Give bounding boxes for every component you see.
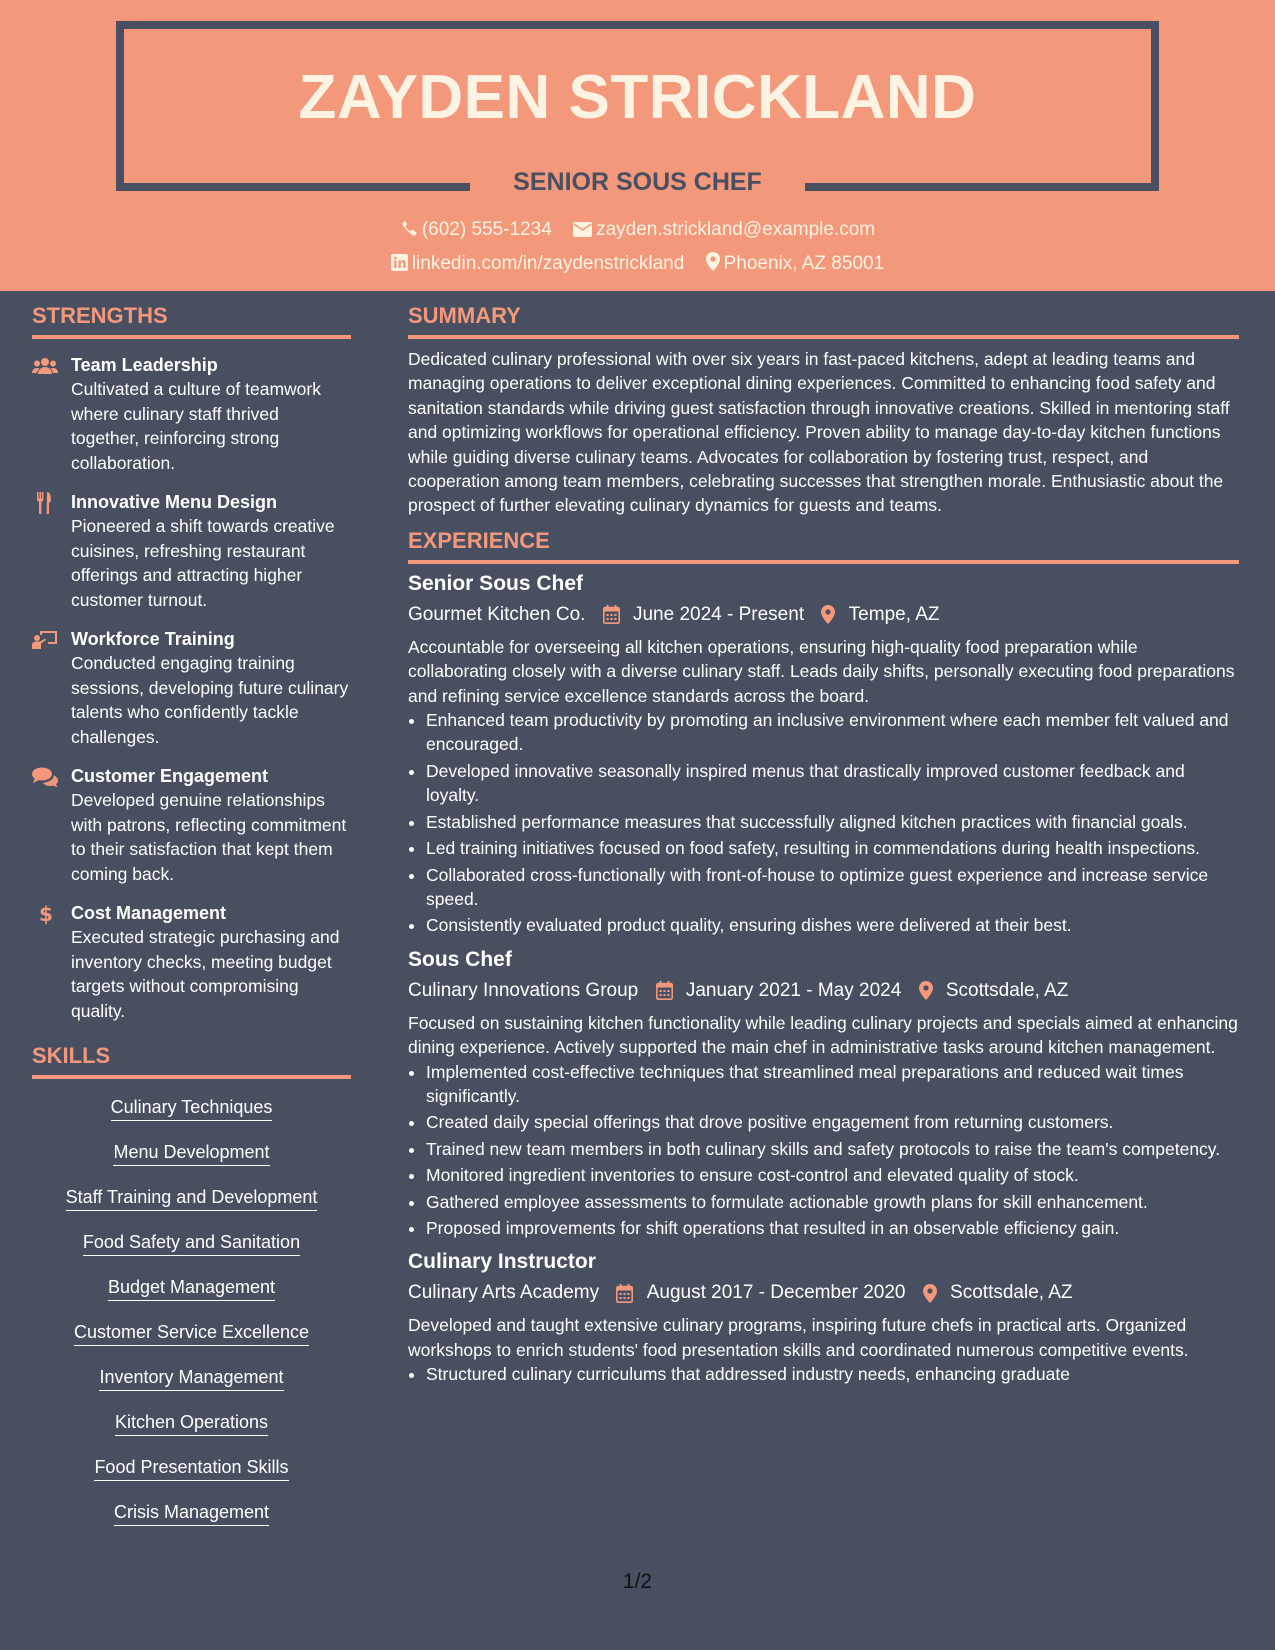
bullet-item: • Collaborated cross-functionally with front-of-house to optimize guest experience and increase service speed.	[426, 863, 1239, 912]
job-title: Senior Sous Chef	[408, 571, 584, 595]
envelope-icon	[573, 222, 592, 237]
strength-item	[32, 901, 351, 1023]
linkedin-icon	[391, 254, 408, 271]
job-entry	[408, 570, 1239, 938]
strength-title: Innovative Menu Design	[71, 492, 278, 512]
bullet-item: • Monitored ingredient inventories to ensure cost-control and elevated quality of stock.	[426, 1163, 1239, 1187]
strength-title: Customer Engagement	[71, 766, 269, 786]
job-dates: June 2024 - Present	[632, 603, 805, 625]
job-title: Culinary Instructor	[408, 1250, 596, 1274]
skills-list	[32, 1095, 351, 1545]
map-marker-icon	[923, 1284, 937, 1303]
contact-row-1	[0, 219, 1275, 241]
strength-title: Workforce Training	[71, 629, 235, 649]
calendar-icon	[656, 981, 673, 1000]
comments-icon	[32, 766, 58, 788]
job-dates: August 2017 - December 2020	[646, 1282, 906, 1304]
strength-desc: Conducted engaging training sessions, developing future culinary talents who confidently tackle challenges.	[71, 653, 349, 747]
bullet-item: • Developed innovative seasonally inspired menus that drastically improved customer feedback and loyalty.	[426, 759, 1239, 808]
location-contact	[706, 252, 885, 275]
bullet-item: • Enhanced team productivity by promoting an inclusive environment where each member felt valued and encouraged.	[426, 708, 1239, 757]
svg-text:$: $	[39, 903, 53, 925]
strength-item	[32, 627, 351, 749]
bullet-item: • Gathered employee assessments to formulate actionable growth plans for skill enhancement.	[426, 1190, 1239, 1214]
strength-desc: Developed genuine relationships with patrons, reflecting commitment to their satisfaction that kept them coming back.	[71, 790, 347, 884]
location-text: Phoenix, AZ 85001	[723, 253, 885, 274]
map-marker-icon	[821, 605, 835, 624]
phone-icon	[400, 219, 418, 237]
summary-heading: SUMMARY	[408, 303, 1239, 339]
job-description: Focused on sustaining kitchen functionality while leading culinary projects and specials aimed at enhancing dining experience. Actively supported the main chef in administrative tasks around kitchen management.	[408, 1012, 1238, 1058]
linkedin-contact[interactable]	[391, 253, 684, 275]
bullet-item: • Implemented cost-effective techniques that streamlined meal preparations and reduced wait times significantly.	[426, 1060, 1239, 1109]
bullet-item: • Led training initiatives focused on food safety, resulting in commendations during health inspections.	[426, 836, 1239, 860]
utensils-icon	[32, 492, 58, 514]
skill-item: Staff Training and Development	[66, 1185, 318, 1211]
bullet-item: • Proposed improvements for shift operations that resulted in an observable efficiency gain.	[426, 1216, 1239, 1240]
strengths-list	[32, 353, 351, 1023]
skill-item: Customer Service Excellence	[74, 1320, 309, 1346]
strength-desc: Pioneered a shift towards creative cuisines, refreshing restaurant offerings and attracting higher customer turnout.	[71, 516, 335, 610]
page-number: 1/2	[622, 1570, 653, 1593]
skill-item: Budget Management	[108, 1275, 275, 1301]
skill-item: Food Safety and Sanitation	[83, 1230, 300, 1256]
job-location: Tempe, AZ	[848, 603, 940, 625]
bullet-item: • Established performance measures that successfully aligned kitchen practices with financial goals.	[426, 810, 1239, 834]
job-meta	[408, 601, 1239, 629]
job-company: Culinary Arts Academy	[408, 1282, 600, 1304]
strength-title: Team Leadership	[71, 355, 218, 375]
job-entry	[408, 946, 1239, 1241]
linkedin-text: linkedin.com/in/zaydenstrickland	[411, 253, 685, 274]
calendar-icon	[603, 605, 620, 624]
job-location: Scottsdale, AZ	[950, 1282, 1073, 1304]
job-bullets	[408, 1362, 1239, 1386]
skill-item: Inventory Management	[99, 1365, 283, 1391]
contact-row-2	[0, 252, 1275, 275]
skills-heading: SKILLS	[32, 1043, 351, 1079]
strength-item	[32, 764, 351, 886]
right-column	[408, 303, 1239, 1389]
header-band	[0, 0, 1275, 291]
strength-desc: Executed strategic purchasing and inventory checks, meeting budget targets without compromising quality.	[71, 927, 340, 1021]
strength-title: Cost Management	[71, 903, 227, 923]
summary-text: Dedicated culinary professional with over six years in fast-paced kitchens, adept at leading teams and managing operations to deliver exceptional dining experiences. Committed to enhancing food safety and sanitation standards while driving guest satisfaction through innovative creations. Skilled in mentoring staff and optimizing workflows for operational efficiency. Proven ability to manage day-to-day kitchen functions while guiding diverse culinary teams. Advocates for collaboration by fostering trust, respect, and cooperation among team members, celebrating successes that strengthen morale. Enthusiastic about the prospect of further elevating culinary dynamics for guests and teams.	[408, 349, 1230, 516]
email-contact[interactable]	[573, 219, 875, 241]
skill-item: Food Presentation Skills	[94, 1455, 288, 1481]
job-company: Gourmet Kitchen Co.	[408, 603, 586, 625]
job-entry	[408, 1248, 1239, 1386]
calendar-icon	[616, 1284, 633, 1303]
bullet-item: • Created daily special offerings that drove positive engagement from returning customers.	[426, 1110, 1239, 1134]
experience-heading: EXPERIENCE	[408, 528, 1239, 564]
job-description: Developed and taught extensive culinary programs, inspiring future chefs in practical arts. Organized workshops to enrich students' food presentation skills and coordinated numerous competitive events.	[408, 1315, 1189, 1360]
bullet-item: • Consistently evaluated product quality, ensuring dishes were delivered at their best.	[426, 913, 1239, 937]
skill-item: Kitchen Operations	[115, 1410, 268, 1436]
email-text: zayden.strickland@example.com	[596, 219, 876, 240]
job-dates: January 2021 - May 2024	[685, 979, 902, 1001]
phone-text: (602) 555-1234	[421, 219, 552, 240]
dollar-icon	[32, 903, 58, 925]
job-bullets	[408, 708, 1239, 938]
map-marker-icon	[706, 252, 720, 271]
map-marker-icon	[919, 981, 933, 1000]
candidate-name: ZAYDEN STRICKLAND	[298, 63, 977, 132]
job-title: Sous Chef	[408, 947, 512, 971]
job-company: Culinary Innovations Group	[408, 979, 639, 1001]
job-bullets	[408, 1060, 1239, 1241]
bullet-item: • Structured culinary curriculums that addressed industry needs, enhancing graduate	[426, 1362, 1239, 1386]
strength-desc: Cultivated a culture of teamwork where culinary staff thrived together, reinforcing strong collaboration.	[71, 379, 321, 473]
left-column	[32, 303, 351, 1545]
job-meta	[408, 1279, 1239, 1307]
chalkboard-teacher-icon	[32, 629, 58, 651]
skill-item: Menu Development	[113, 1140, 269, 1166]
skill-item: Crisis Management	[114, 1500, 269, 1526]
job-meta	[408, 977, 1239, 1005]
skill-item: Culinary Techniques	[111, 1095, 273, 1121]
job-description: Accountable for overseeing all kitchen operations, ensuring high-quality food preparation while collaborating closely with a diverse culinary staff. Leads daily shifts, personally executing food preparations and refining service excellence standards across the board.	[408, 636, 1235, 706]
strength-item	[32, 353, 351, 475]
users-icon	[32, 355, 58, 377]
bullet-item: • Trained new team members in both culinary skills and safety protocols to raise the team's competency.	[426, 1137, 1239, 1161]
job-location: Scottsdale, AZ	[945, 979, 1069, 1001]
strength-item	[32, 490, 351, 612]
candidate-title: SENIOR SOUS CHEF	[513, 168, 762, 196]
phone-contact[interactable]	[400, 219, 552, 241]
strengths-heading: STRENGTHS	[32, 303, 351, 339]
